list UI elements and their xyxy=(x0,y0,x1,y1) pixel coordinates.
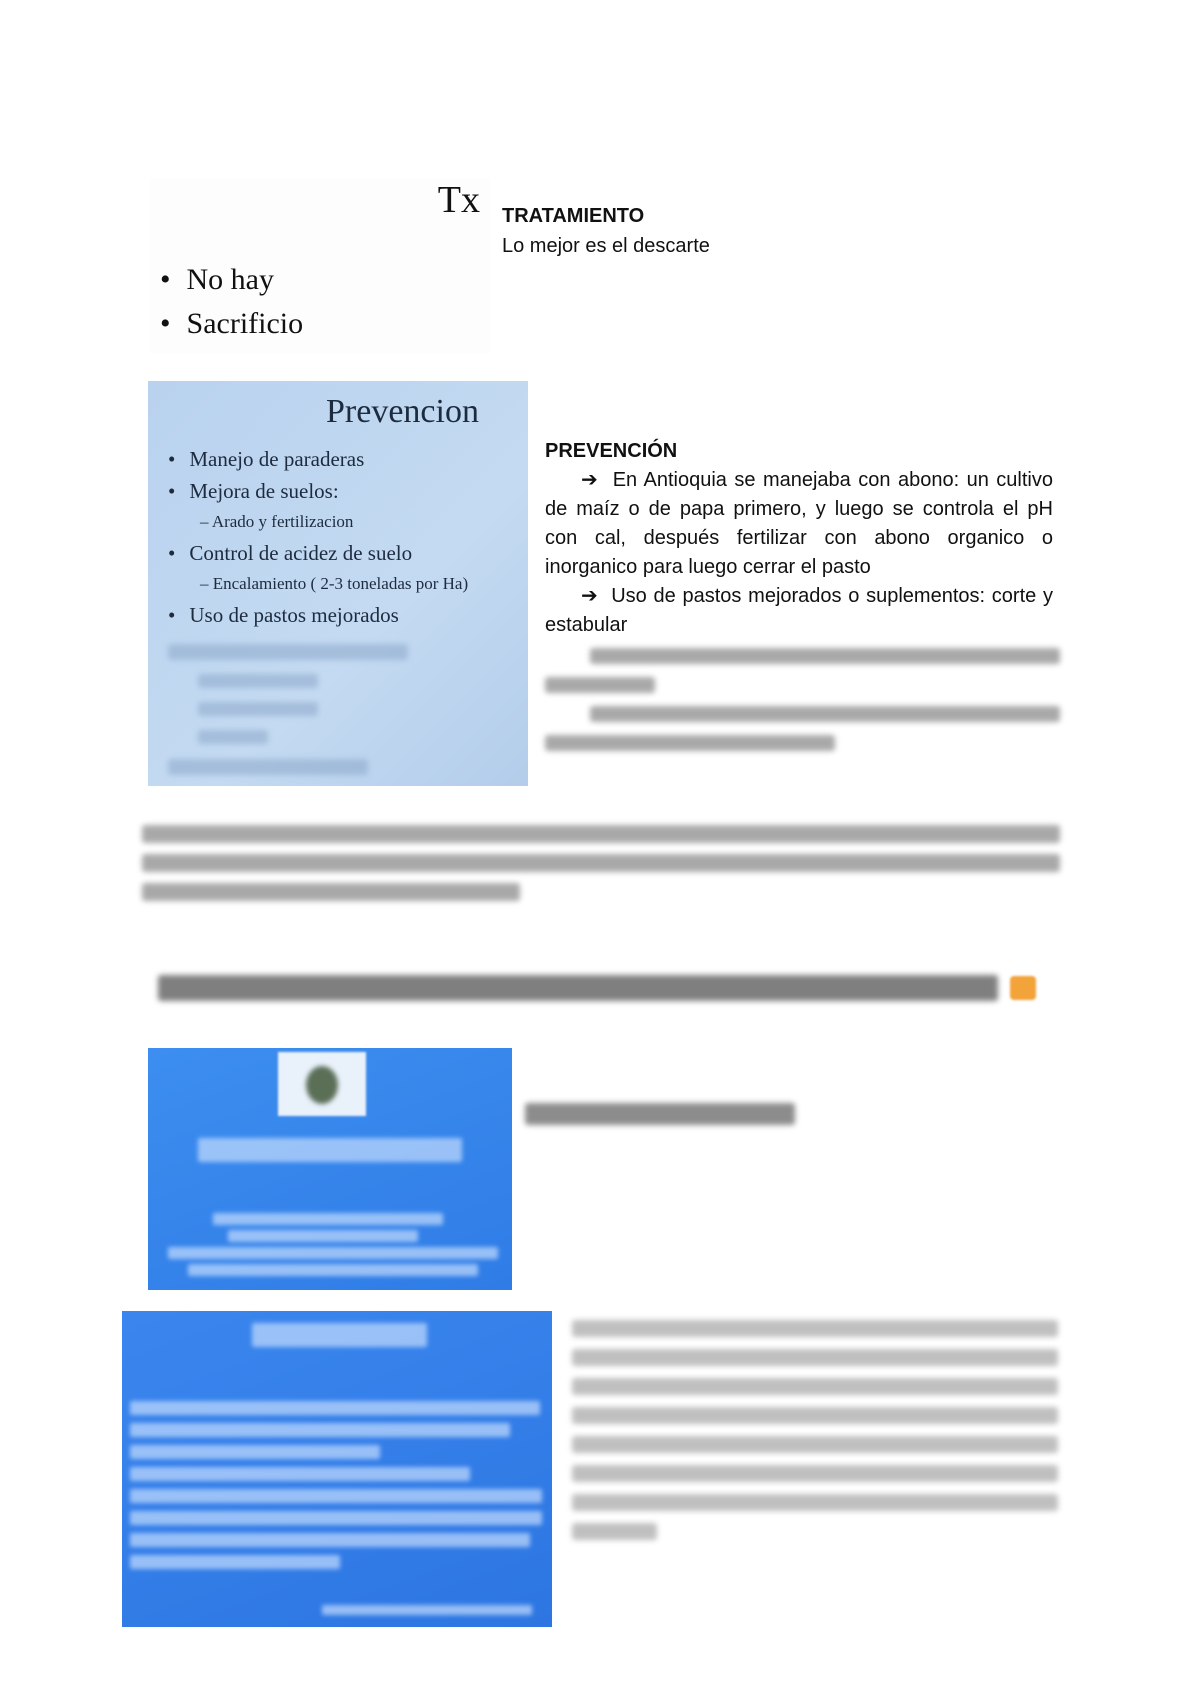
blurred-text-line xyxy=(545,677,655,693)
blurred-slide-text xyxy=(130,1533,530,1547)
blurred-text-line xyxy=(572,1465,1058,1482)
blurred-text-line xyxy=(590,648,1060,664)
blurred-slide-text xyxy=(130,1467,470,1481)
prevencion-bullet-1-text: En Antioquia se manejaba con abono: un cultivo de maíz o de papa primero, y luego se controla el pH con cal, después fertilizar con abono organico o inorganico para luego cerrar el pasto xyxy=(545,469,1053,578)
slide-tx-title: Tx xyxy=(437,179,480,221)
blurred-class-heading xyxy=(158,975,998,1001)
tratamiento-text: Lo mejor es el descarte xyxy=(502,235,710,257)
blurred-slide-text xyxy=(168,644,408,660)
blurred-text-line xyxy=(572,1349,1058,1366)
blurred-slide-text xyxy=(252,1323,427,1347)
blurred-slide-text xyxy=(228,1230,418,1242)
slide-prevencion-item: • Mejora de suelos: xyxy=(168,475,522,507)
blurred-slide-text xyxy=(168,1247,498,1259)
prevencion-bullet-1 xyxy=(545,466,1053,582)
blurred-text-line xyxy=(572,1436,1058,1453)
blurred-slide-text xyxy=(168,759,368,775)
blurred-slide-text xyxy=(198,674,318,688)
blurred-text-line xyxy=(590,706,1060,722)
blurred-slide-text xyxy=(130,1511,542,1525)
slide-prevencion-subitem: – Arado y fertilizacion xyxy=(168,507,522,537)
blurred-slide-text xyxy=(130,1489,542,1503)
blurred-slide-text xyxy=(198,1138,462,1162)
blurred-slide-text xyxy=(130,1423,510,1437)
slide-prevencion-list xyxy=(168,443,522,631)
blurred-slide-text xyxy=(130,1555,340,1569)
slide-prevencion-item: • Uso de pastos mejorados xyxy=(168,599,522,631)
prevencion-bullet-2 xyxy=(545,582,1053,640)
blurred-slide-text xyxy=(198,730,268,744)
emoji-icon xyxy=(1010,976,1036,1000)
slide-tx-item: • No hay xyxy=(160,258,303,302)
blurred-slide-text xyxy=(198,702,318,716)
blurred-text-line xyxy=(572,1320,1058,1337)
arrow-bullet-icon: ➔ xyxy=(581,585,598,607)
slide-tx-list xyxy=(160,258,303,346)
slide-prevencion-item: • Control de acidez de suelo xyxy=(168,537,522,569)
logo-seal-icon xyxy=(278,1052,366,1116)
blurred-slide-text xyxy=(130,1445,380,1459)
blurred-slide-text xyxy=(130,1401,540,1415)
blurred-text-line xyxy=(572,1378,1058,1395)
tratamiento-heading: TRATAMIENTO xyxy=(502,205,645,227)
prevencion-bullet-2-text: Uso de pastos mejorados o suplementos: corte y estabular xyxy=(545,585,1053,636)
blurred-slide-text xyxy=(188,1264,478,1276)
blurred-text-line xyxy=(142,883,520,901)
slide-prevencion-image xyxy=(148,381,528,786)
slide-definicion-image xyxy=(122,1311,552,1627)
slide-prevencion-item: • Manejo de paraderas xyxy=(168,443,522,475)
slide-trauma-image xyxy=(148,1048,512,1290)
blurred-text-line xyxy=(142,854,1060,872)
blurred-slide-text xyxy=(213,1213,443,1225)
blurred-text-line xyxy=(142,825,1060,843)
prevencion-heading: PREVENCIÓN xyxy=(545,440,678,462)
blurred-slide-text xyxy=(322,1605,532,1615)
blurred-text-line xyxy=(545,735,835,751)
arrow-bullet-icon: ➔ xyxy=(581,469,598,491)
blurred-text-line xyxy=(572,1523,657,1540)
slide-tx-image xyxy=(150,178,490,353)
slide-prevencion-subitem: – Encalamiento ( 2-3 toneladas por Ha) xyxy=(168,569,522,599)
slide-tx-item: • Sacrificio xyxy=(160,302,303,346)
blurred-text-line xyxy=(572,1494,1058,1511)
slide-prevencion-title: Prevencion xyxy=(326,393,479,430)
blurred-section-heading xyxy=(525,1103,795,1125)
blurred-text-line xyxy=(572,1407,1058,1424)
